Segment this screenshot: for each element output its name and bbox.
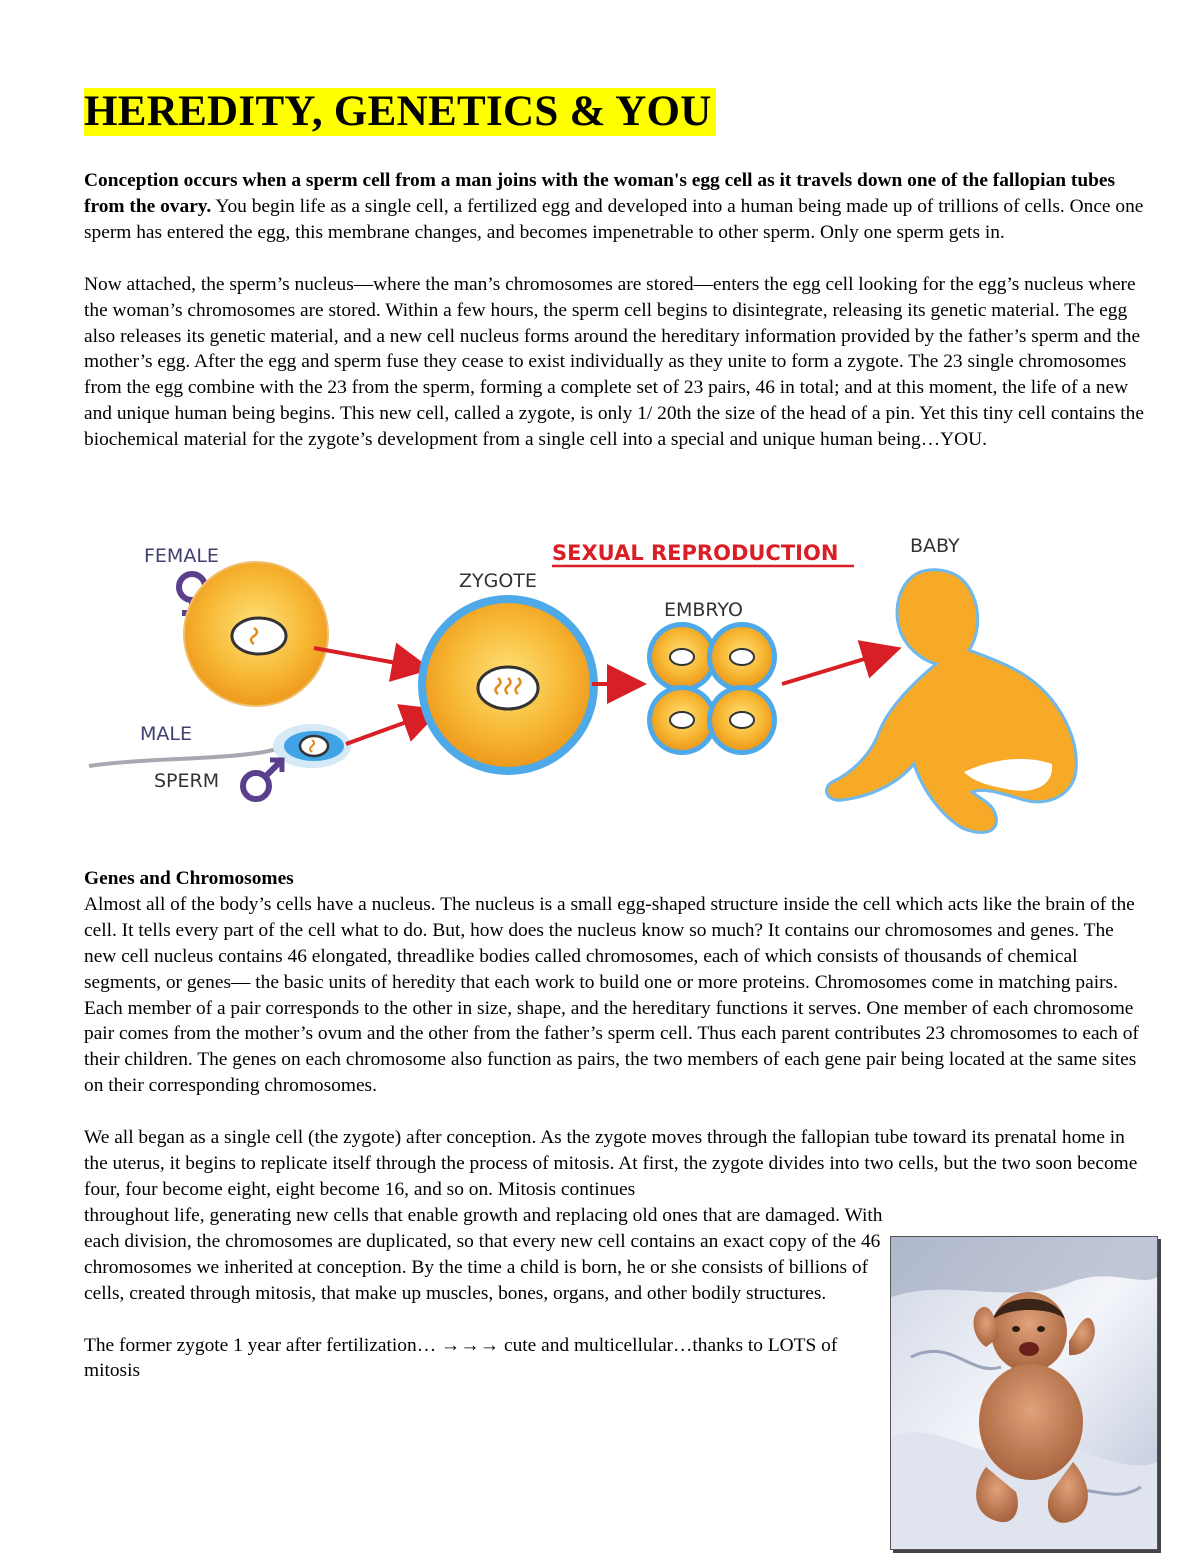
- baby-photo-image: [891, 1237, 1157, 1549]
- sperm-to-zygote-arrow: [346, 712, 434, 744]
- mitosis-paragraph-continued: throughout life, generating new cells that enable growth and replacing old ones that are damaged. With each division, the chromosomes are duplicated, so that every new cell contains an exact copy of the 46 chromosomes we inherited at conception. By the time a child is born, he or she consists of billions of cells, created through mitosis, that make up muscles, bones, organs, and other bodily structures.: [84, 1204, 883, 1304]
- intro-paragraph: [84, 168, 1144, 246]
- egg-cell: [184, 562, 328, 706]
- sperm-cell: [89, 724, 351, 768]
- zygote-label: ZYGOTE: [459, 570, 537, 592]
- diagram-title: SEXUAL REPRODUCTION: [552, 541, 839, 565]
- zygote-paragraph: Now attached, the sperm’s nucleus—where the man’s chromosomes are stored—enters the egg cell looking for the egg’s nucleus where the woman’s chromosomes are stored. Within a few hours, the sperm cell begins to disintegrate, releasing its genetic material. The egg also releases its genetic material, and a new cell nucleus forms around the hereditary information provided by the father’s sperm and the mother’s egg. After the egg and sperm fuse they cease to exist individually as they unite to form a zygote. The 23 single chromosomes from the egg combine with the 23 from the sperm, forming a complete set of 23 pairs, 46 in total; and at this moment, the life of a new and unique human being begins. This new cell, called a zygote, is only 1/ 20th the size of the head of a pin. Yet this tiny cell contains the biochemical material for the zygote’s development from a single cell into a special and unique human being…YOU.: [84, 273, 1144, 451]
- embryo-cells: [647, 622, 777, 755]
- zygote-cell: [418, 595, 598, 775]
- mitosis-paragraph-start: We all began as a single cell (the zygote) after conception. As the zygote moves through the fallopian tube toward its prenatal home in the uterus, it begins to replicate itself through the process of mitosis. At first, the zygote divides into two cells, but the two soon become four, four become eight, eight become 16, and so on. Mitosis continues: [84, 1127, 1138, 1200]
- diagram-svg: [84, 532, 1084, 842]
- embryo-to-baby-arrow: [782, 650, 894, 684]
- photo-caption: The former zygote 1 year after fertilization… →→→ cute and multicellular…thanks to LOTS of mitosis: [84, 1334, 838, 1382]
- sexual-reproduction-diagram: [84, 532, 1084, 842]
- intro-text: You begin life as a single cell, a fertilized egg and developed into a human being made up of trillions of cells. Once one sperm has entered the egg, this membrane changes, and becomes impenetrable to other sperm. Only one sperm gets in.: [84, 195, 1144, 243]
- genes-paragraph: Almost all of the body’s cells have a nucleus. The nucleus is a small egg-shaped structure inside the cell which acts like the brain of the cell. It tells every part of the cell what to do. But, how does the nucleus know so much? It contains our chromosomes and genes. The new cell nucleus contains 46 elongated, threadlike bodies called chromosomes, each of which consists of thousands of chemical segments, or genes— the basic units of heredity that each work to build one or more proteins. Chromosomes come in matching pairs. Each member of a pair corresponds to the other in size, shape, and the hereditary functions it serves. One member of each chromosome pair comes from the mother’s ovum and the other from the father’s sperm cell. Thus each parent contributes 23 chromosomes to each of their children. The genes on each chromosome also function as pairs, the two members of each gene pair being located at the same sites on their corresponding chromosomes.: [84, 893, 1139, 1097]
- female-label: FEMALE: [144, 545, 219, 567]
- baby-silhouette: [827, 570, 1077, 833]
- intro-bold-text: Conception occurs when a sperm cell from a man joins with the woman's egg cell as it travels down one of the fallopian tubes from the ovary.: [84, 170, 1116, 217]
- document-page: [84, 88, 1144, 453]
- male-label: MALE: [140, 723, 192, 745]
- male-symbol-icon: [243, 760, 282, 799]
- baby-photo: [890, 1236, 1158, 1550]
- genes-heading: Genes and Chromosomes: [84, 868, 294, 889]
- sperm-label: SPERM: [154, 770, 220, 792]
- baby-label: BABY: [910, 535, 960, 557]
- embryo-label: EMBRYO: [664, 599, 743, 621]
- page-title: HEREDITY, GENETICS & YOU: [84, 88, 716, 136]
- egg-to-zygote-arrow: [314, 648, 424, 668]
